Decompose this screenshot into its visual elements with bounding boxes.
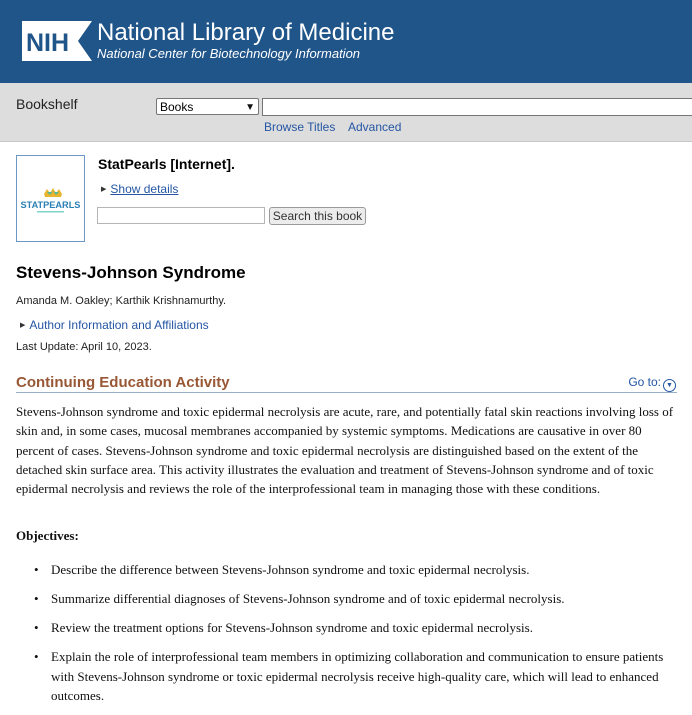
- list-item: • Describe the difference between Stevens-Johnson syndrome and toxic epidermal necrolysis.: [16, 560, 666, 580]
- book-search-input[interactable]: [97, 207, 265, 224]
- bookshelf-search-input[interactable]: [262, 98, 692, 116]
- triangle-right-icon: ▶: [101, 186, 107, 193]
- author-info-link[interactable]: Author Information and Affiliations: [29, 318, 209, 332]
- goto-label: Go to:: [628, 375, 661, 389]
- nlm-title[interactable]: National Library of Medicine: [97, 19, 395, 46]
- section-header: [16, 373, 677, 393]
- objectives-list: [16, 560, 666, 715]
- bookshelf-label[interactable]: Bookshelf: [16, 96, 78, 112]
- list-item: • Summarize differential diagnoses of Stevens-Johnson syndrome and of toxic epidermal necrolysis.: [16, 589, 666, 609]
- section-title: Continuing Education Activity: [16, 374, 230, 391]
- section-body: Stevens-Johnson syndrome and toxic epidermal necrolysis are acute, rare, and potentially fatal skin reactions involving loss of skin and, in some cases, mucosal membranes accompanied by systemic symptoms. Medications are causative in over 80 percent of cases. Stevens-Johnson syndrome and toxic epidermal necrolysis are distinguished based on the extent of the detached skin surface area. This activity illustrates the evaluation and treatment of Stevens-Johnson syndrome and of toxic epidermal necrolysis and reviews the role of the interprofessional team in managing those with these conditions.: [16, 404, 674, 497]
- browse-titles-link[interactable]: Browse Titles: [264, 120, 336, 134]
- show-details-toggle[interactable]: [101, 182, 178, 196]
- author-info-toggle[interactable]: [20, 318, 209, 332]
- article-title: Stevens-Johnson Syndrome: [16, 263, 246, 282]
- book-cover[interactable]: [16, 155, 85, 242]
- cover-text: STATPEARLS: [20, 200, 81, 210]
- nih-logo-text: NIH: [26, 29, 70, 57]
- database-select-value: Books: [160, 100, 194, 114]
- chevron-down-icon: ▼: [663, 379, 676, 392]
- triangle-right-icon: ▶: [20, 322, 26, 329]
- list-item: • Review the treatment options for Stevens-Johnson syndrome and toxic epidermal necrolysis.: [16, 618, 666, 638]
- nih-header: [0, 0, 692, 83]
- show-details-link[interactable]: Show details: [110, 182, 179, 196]
- statpearls-logo: [17, 156, 84, 241]
- goto-menu[interactable]: [628, 375, 676, 392]
- bookshelf-search-bar: [0, 83, 692, 142]
- list-item: • Explain the role of interprofessional team members in optimizing collaboration and communication to ensure patients with Stevens-Johnson syndrome or toxic epidermal necrolysis receive high-quality care, which will lead to enhanced outcomes.: [16, 647, 666, 706]
- advanced-search-link[interactable]: Advanced: [348, 120, 402, 134]
- authors: Amanda M. Oakley; Karthik Krishnamurthy.: [16, 295, 227, 307]
- database-select[interactable]: [156, 98, 259, 115]
- search-this-book-button[interactable]: Search this book: [269, 207, 366, 225]
- book-title: StatPearls [Internet].: [98, 156, 235, 172]
- nih-logo[interactable]: [22, 21, 92, 61]
- last-update: Last Update: April 10, 2023.: [16, 341, 152, 353]
- ncbi-subtitle[interactable]: National Center for Biotechnology Information: [97, 46, 361, 61]
- chevron-down-icon: ▼: [245, 102, 255, 113]
- objectives-label: Objectives:: [16, 528, 79, 543]
